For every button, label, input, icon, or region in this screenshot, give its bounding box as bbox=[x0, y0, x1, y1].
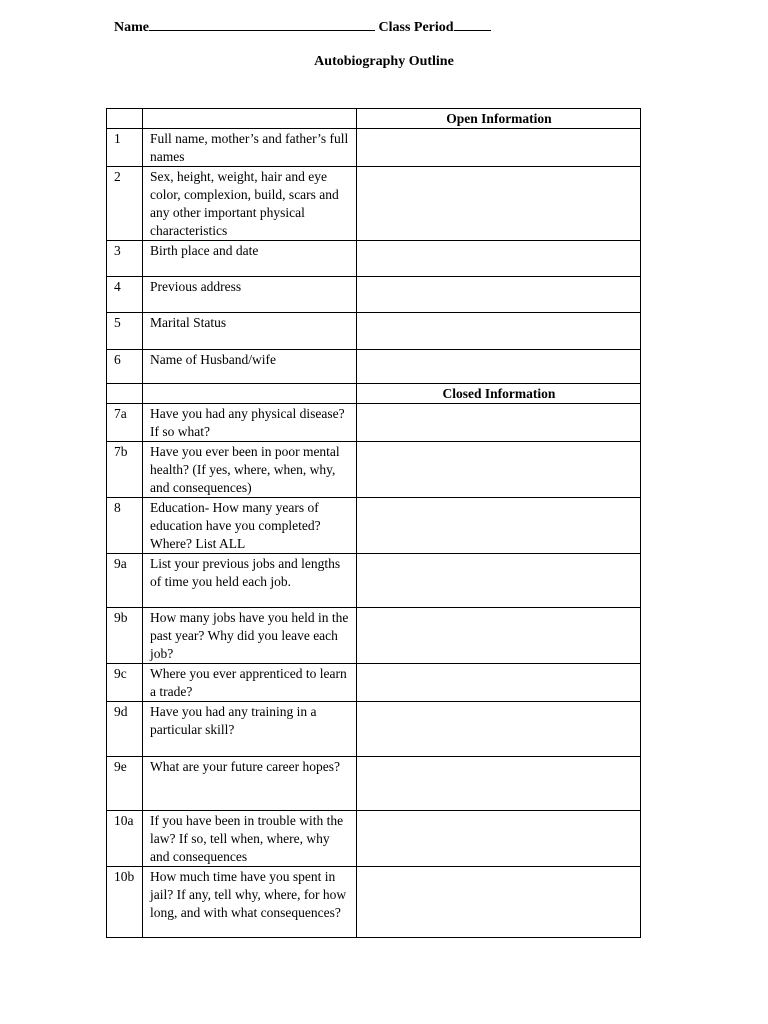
name-label: Name bbox=[114, 20, 149, 35]
row-number: 9a bbox=[107, 554, 143, 608]
table-row bbox=[107, 350, 641, 384]
closed-information-heading: Closed Information bbox=[357, 384, 641, 404]
answer-cell[interactable] bbox=[357, 664, 641, 702]
closed-section-header-row bbox=[107, 384, 641, 404]
row-number: 9c bbox=[107, 664, 143, 702]
row-question: Sex, height, weight, hair and eye color, complexion, build, scars and any other important physical characteristics bbox=[143, 167, 357, 241]
name-blank[interactable] bbox=[149, 17, 375, 31]
table-row bbox=[107, 277, 641, 313]
row-number: 9d bbox=[107, 702, 143, 757]
table-row bbox=[107, 867, 641, 938]
row-question: How many jobs have you held in the past year? Why did you leave each job? bbox=[143, 608, 357, 664]
answer-cell[interactable] bbox=[357, 757, 641, 811]
row-question: Birth place and date bbox=[143, 241, 357, 277]
header-num-cell bbox=[107, 109, 143, 129]
row-question: Have you had any training in a particular skill? bbox=[143, 702, 357, 757]
answer-cell[interactable] bbox=[357, 811, 641, 867]
table-row bbox=[107, 442, 641, 498]
answer-cell[interactable] bbox=[357, 867, 641, 938]
row-number: 1 bbox=[107, 129, 143, 167]
table-row bbox=[107, 313, 641, 350]
row-number: 10a bbox=[107, 811, 143, 867]
row-number: 4 bbox=[107, 277, 143, 313]
answer-cell[interactable] bbox=[357, 554, 641, 608]
answer-cell[interactable] bbox=[357, 277, 641, 313]
row-question: List your previous jobs and lengths of time you held each job. bbox=[143, 554, 357, 608]
table-row bbox=[107, 757, 641, 811]
row-number: 10b bbox=[107, 867, 143, 938]
table-row bbox=[107, 608, 641, 664]
table-row bbox=[107, 664, 641, 702]
answer-cell[interactable] bbox=[357, 498, 641, 554]
open-information-heading: Open Information bbox=[357, 109, 641, 129]
answer-cell[interactable] bbox=[357, 129, 641, 167]
row-question: What are your future career hopes? bbox=[143, 757, 357, 811]
row-number: 9e bbox=[107, 757, 143, 811]
answer-cell[interactable] bbox=[357, 313, 641, 350]
row-question: If you have been in trouble with the law? If so, tell when, where, why and consequences bbox=[143, 811, 357, 867]
table-row bbox=[107, 702, 641, 757]
answer-cell[interactable] bbox=[357, 241, 641, 277]
row-question: Previous address bbox=[143, 277, 357, 313]
answer-cell[interactable] bbox=[357, 167, 641, 241]
row-number: 5 bbox=[107, 313, 143, 350]
row-question: Have you had any physical disease? If so what? bbox=[143, 404, 357, 442]
row-number: 6 bbox=[107, 350, 143, 384]
table-row bbox=[107, 811, 641, 867]
page-title: Autobiography Outline bbox=[314, 54, 454, 69]
answer-cell[interactable] bbox=[357, 442, 641, 498]
answer-cell[interactable] bbox=[357, 350, 641, 384]
class-period-blank[interactable] bbox=[454, 17, 491, 31]
row-question: Marital Status bbox=[143, 313, 357, 350]
answer-cell[interactable] bbox=[357, 608, 641, 664]
table-row bbox=[107, 498, 641, 554]
row-number: 2 bbox=[107, 167, 143, 241]
header-question-cell bbox=[143, 384, 357, 404]
table-row bbox=[107, 167, 641, 241]
outline-table bbox=[106, 108, 641, 938]
table-row bbox=[107, 554, 641, 608]
row-question: Full name, mother’s and father’s full names bbox=[143, 129, 357, 167]
row-question: Where you ever apprenticed to learn a trade? bbox=[143, 664, 357, 702]
row-question: How much time have you spent in jail? If any, tell why, where, for how long, and with what consequences? bbox=[143, 867, 357, 938]
table-row bbox=[107, 241, 641, 277]
table-row bbox=[107, 404, 641, 442]
open-section-header-row bbox=[107, 109, 641, 129]
header-num-cell bbox=[107, 384, 143, 404]
answer-cell[interactable] bbox=[357, 702, 641, 757]
row-number: 8 bbox=[107, 498, 143, 554]
row-question: Have you ever been in poor mental health? (If yes, where, when, why, and consequences) bbox=[143, 442, 357, 498]
row-question: Education- How many years of education have you completed? Where? List ALL bbox=[143, 498, 357, 554]
row-number: 7b bbox=[107, 442, 143, 498]
row-number: 3 bbox=[107, 241, 143, 277]
row-question: Name of Husband/wife bbox=[143, 350, 357, 384]
header-question-cell bbox=[143, 109, 357, 129]
answer-cell[interactable] bbox=[357, 404, 641, 442]
class-period-label: Class Period bbox=[378, 20, 454, 35]
row-number: 7a bbox=[107, 404, 143, 442]
row-number: 9b bbox=[107, 608, 143, 664]
table-row bbox=[107, 129, 641, 167]
header-line bbox=[114, 17, 491, 36]
